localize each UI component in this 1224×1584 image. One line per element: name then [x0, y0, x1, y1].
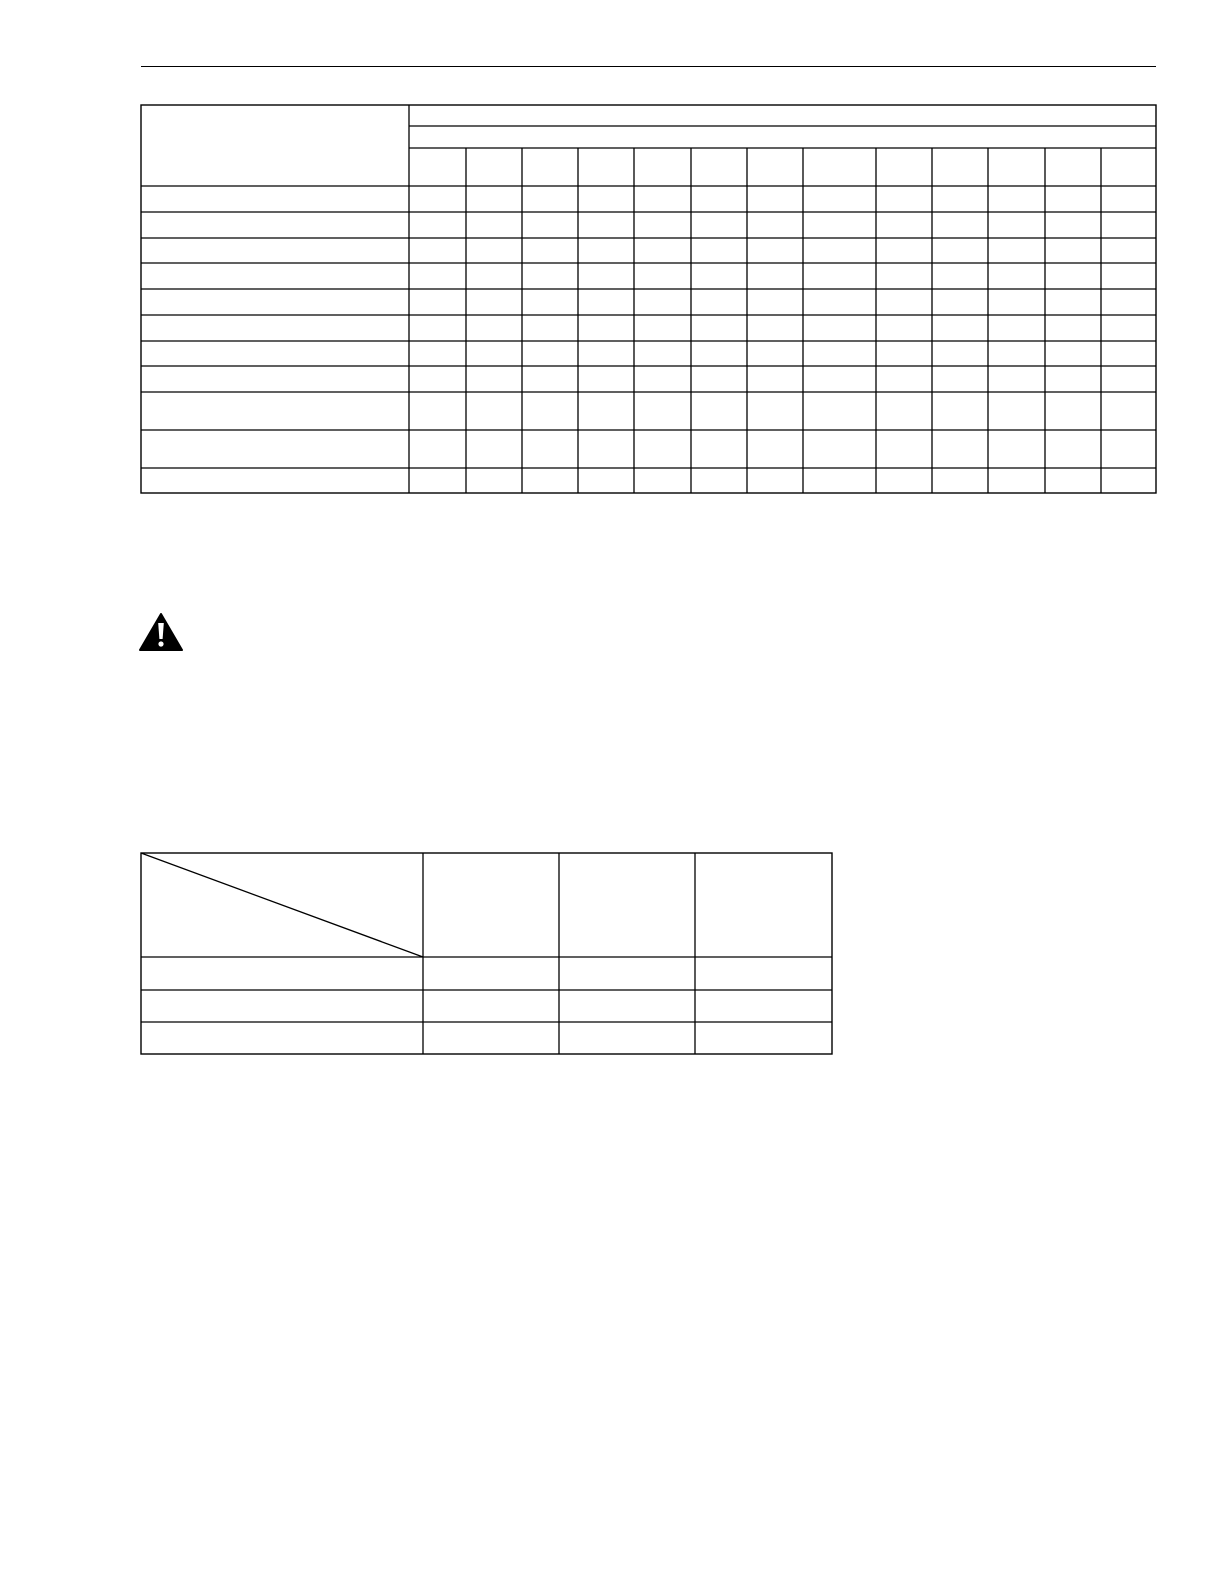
table-2-border [141, 853, 832, 1054]
table-2 [141, 853, 832, 1054]
table-1 [141, 105, 1156, 493]
table-1-border [141, 105, 1156, 493]
warning-triangle-icon [138, 612, 184, 652]
table-2-diagonal-header [141, 853, 423, 957]
